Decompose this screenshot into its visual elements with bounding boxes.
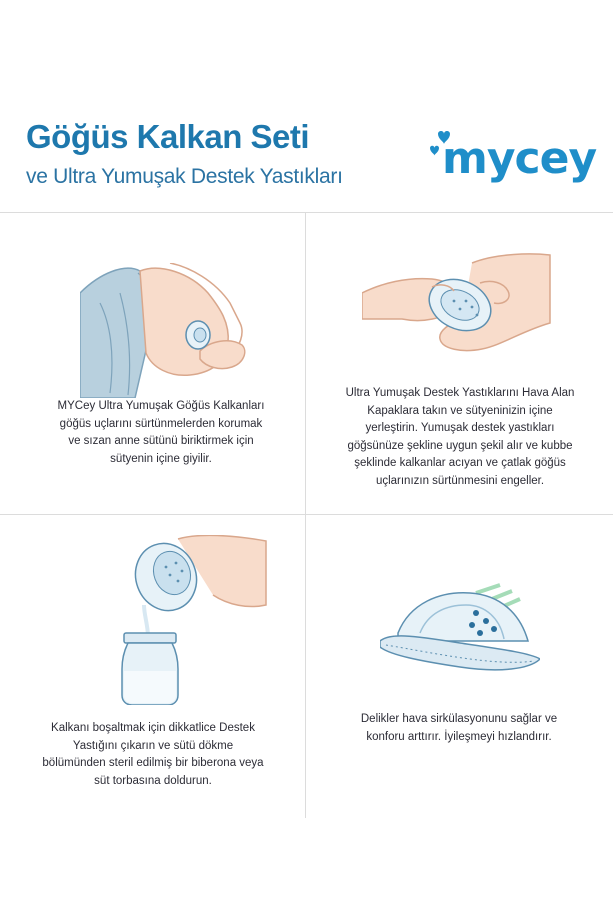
panel-description: Ultra Yumuşak Destek Yastıklarını Hava Alan Kapaklara takın ve sütyeninizin içine yerleştirin. Yumuşak destek yastıkları göğsünüze şekline uygun şekil alır ve kubbe şeklinde kalkanlar acıyan ve çatlak göğüs uçlarınızın sürtünmesini engeller.	[345, 387, 575, 487]
pouring-milk-illustration	[118, 535, 268, 705]
panel-inserting	[306, 213, 612, 514]
page-subtitle: ve Ultra Yumuşak Destek Yastıkları	[26, 165, 343, 188]
header	[0, 0, 613, 212]
woman-wearing-shield-illustration	[80, 263, 250, 398]
logo-wordmark: mycey	[442, 133, 597, 184]
panel-description: Delikler hava sirkülasyonunu sağlar ve konforu arttırır. İyileşmeyi hızlandırır.	[360, 713, 558, 743]
hands-holding-pad-illustration	[362, 253, 552, 363]
panel-ventilation	[306, 515, 612, 818]
panel-description: Kalkanı boşaltmak için dikkatlice Destek Yastığını çıkarın ve sütü dökme bölümünden steril edilmiş bir biberona veya süt torbasına doldurun.	[42, 722, 264, 787]
brand-logo	[426, 124, 596, 194]
page-title: Göğüs Kalkan Seti	[26, 118, 310, 155]
shield-airflow-illustration	[380, 583, 540, 683]
panel-description: MYCey Ultra Yumuşak Göğüs Kalkanları göğüs uçlarını sürtünmelerden korumak ve sızan anne sütünü biriktirmek için sütyenin içine giyilir.	[57, 400, 265, 465]
panel-wearing	[0, 213, 306, 514]
panel-emptying	[0, 515, 306, 818]
